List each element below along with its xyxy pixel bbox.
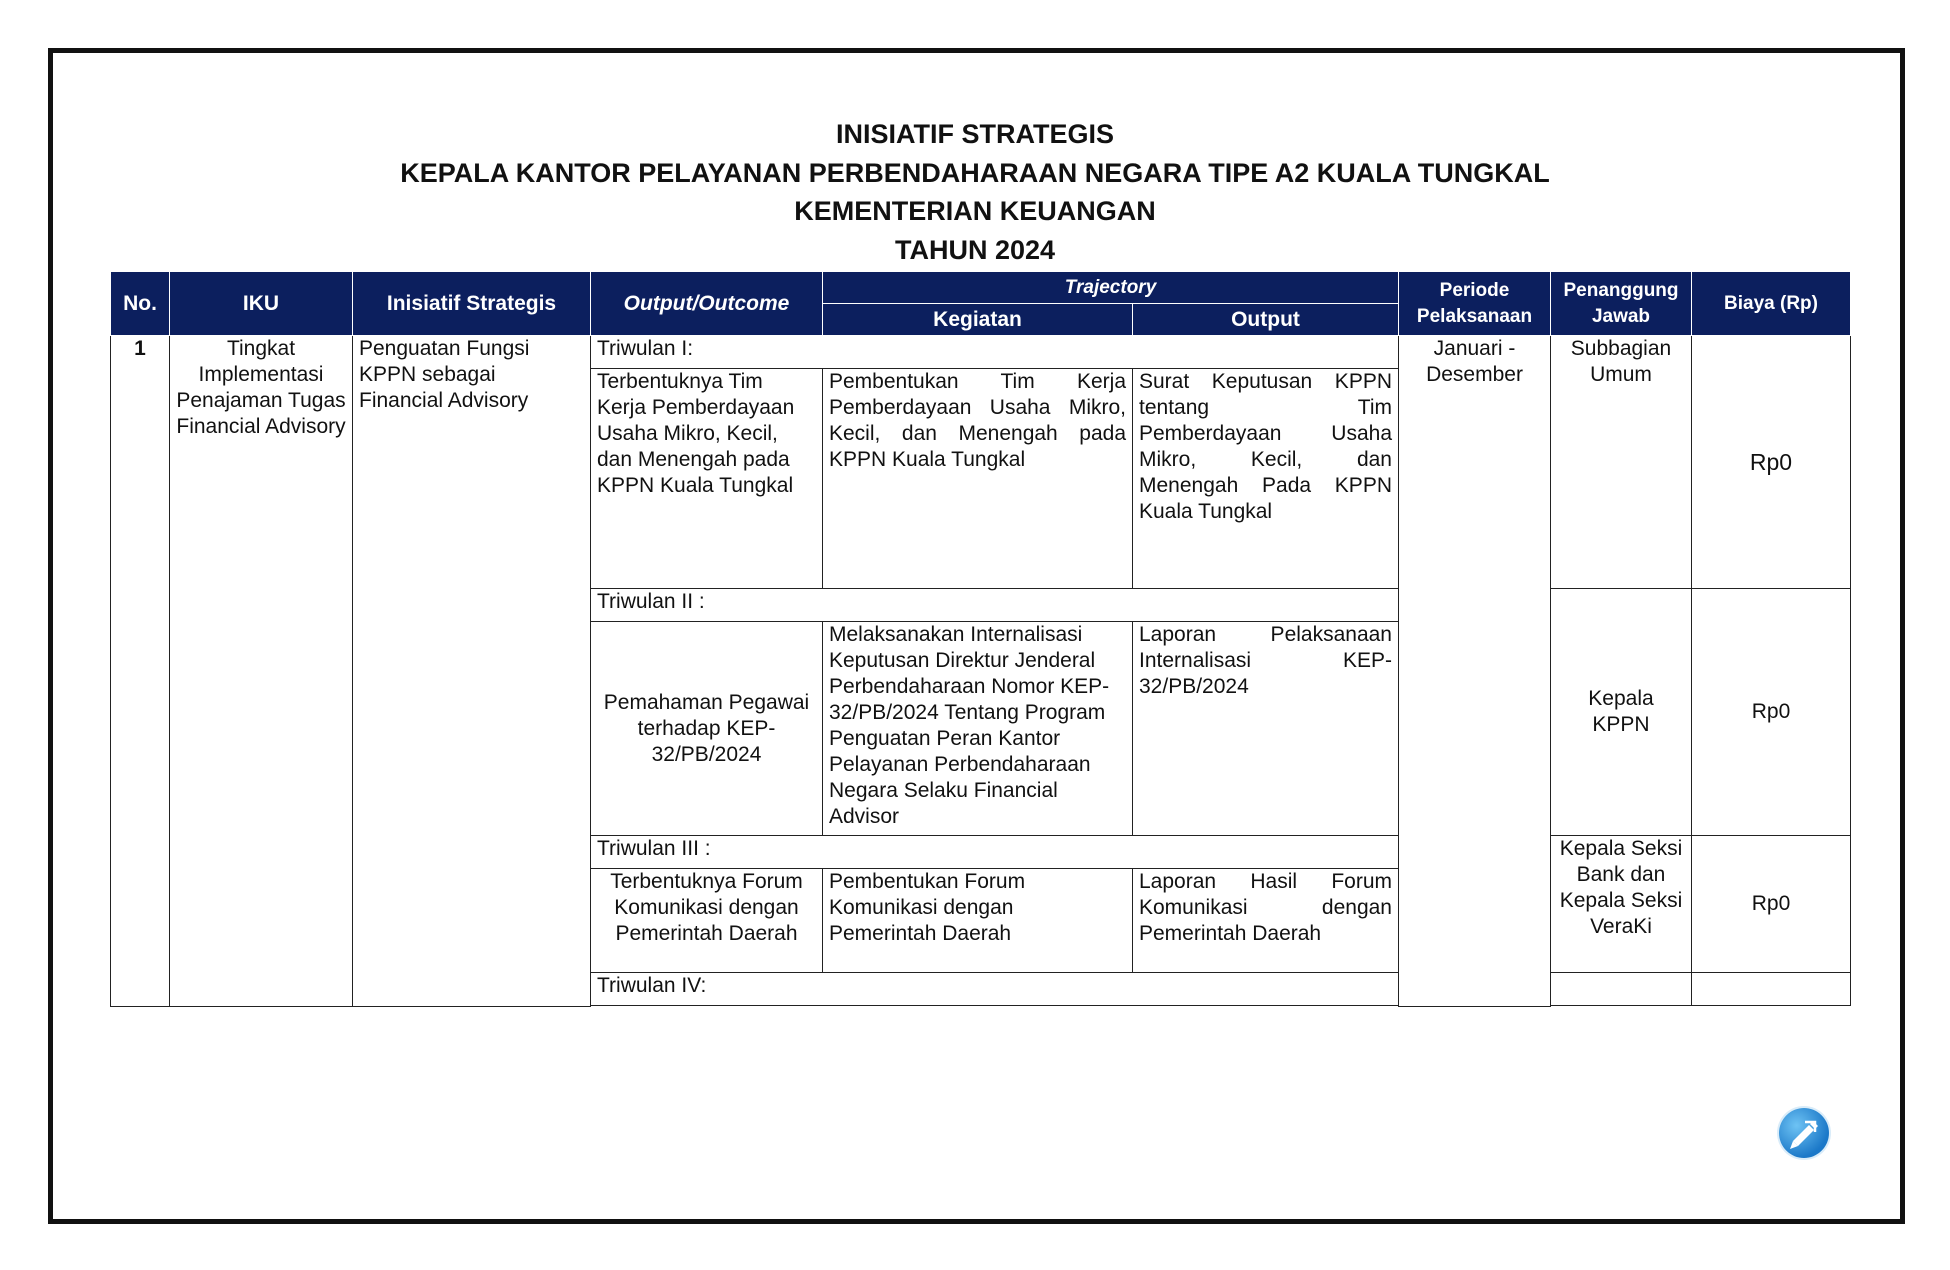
kegiatan-q2: Melaksanakan Internalisasi Keputusan Direktur Jenderal Perbendaharaan Nomor KEP-32/PB/2024 Tentang Program Penguatan Peran Kantor Pelayanan Perbendaharaan Negara Selaku Financial Advisor (823, 622, 1133, 836)
header-periode: Periode Pelaksanaan (1399, 272, 1551, 336)
row-number: 1 (111, 336, 170, 1007)
title-line-4: TAHUN 2024 (894, 234, 1056, 265)
quarter-1-label-row (111, 336, 1851, 369)
document-title (0, 115, 1950, 269)
biaya-q2: Rp0 (1692, 589, 1851, 836)
header-biaya: Biaya (Rp) (1692, 272, 1851, 336)
title-line-1: INISIATIF STRATEGIS (835, 119, 1114, 149)
biaya-q4 (1692, 973, 1851, 1006)
strategic-initiative-table (110, 271, 1851, 1007)
quarter-2-label: Triwulan II : (591, 589, 1399, 622)
quarter-4-label: Triwulan IV: (591, 973, 1399, 1006)
header-output-outcome: Output/Outcome (591, 272, 823, 336)
header-penanggung-jawab: Penanggung Jawab (1551, 272, 1692, 336)
iku-cell: Tingkat Implementasi Penajaman Tugas Financial Advisory (170, 336, 353, 1007)
output-q1: Surat Keputusan KPPN tentang Tim Pemberdayaan Usaha Mikro, Kecil, dan Menengah Pada KPPN Kuala Tungkal (1133, 369, 1399, 589)
title-line-2: KEPALA KANTOR PELAYANAN PERBENDAHARAAN NEGARA TIPE A2 KUALA TUNGKAL (400, 157, 1550, 188)
outcome-q2: Pemahaman Pegawai terhadap KEP-32/PB/2024 (591, 622, 823, 836)
header-trajectory: Trajectory (823, 272, 1399, 304)
inisiatif-cell: Penguatan Fungsi KPPN sebagai Financial Advisory (353, 336, 591, 1007)
penanggung-q2: Kepala KPPN (1551, 589, 1692, 836)
header-row-1 (111, 272, 1851, 304)
header-output: Output (1133, 304, 1399, 336)
header-kegiatan: Kegiatan (823, 304, 1133, 336)
biaya-q1: Rp0 (1692, 336, 1851, 589)
kegiatan-q3: Pembentukan Forum Komunikasi dengan Pemerintah Daerah (823, 869, 1133, 973)
periode-cell: Januari - Desember (1399, 336, 1551, 1007)
penanggung-q1: Subbagian Umum (1551, 336, 1692, 589)
pen-logo-icon (1779, 1108, 1829, 1158)
output-q2: Laporan Pelaksanaan Internalisasi KEP-32/PB/2024 (1133, 622, 1399, 836)
header-inisiatif: Inisiatif Strategis (353, 272, 591, 336)
kegiatan-q1: Pembentukan Tim Kerja Pemberdayaan Usaha Mikro, Kecil, dan Menengah pada KPPN Kuala Tungkal (823, 369, 1133, 589)
pen-logo-glyph (1779, 1108, 1829, 1158)
penanggung-q4 (1551, 973, 1692, 1006)
output-q3: Laporan Hasil Forum Komunikasi dengan Pemerintah Daerah (1133, 869, 1399, 973)
quarter-3-label: Triwulan III : (591, 836, 1399, 869)
biaya-q3: Rp0 (1692, 836, 1851, 973)
outcome-q3: Terbentuknya Forum Komunikasi dengan Pemerintah Daerah (591, 869, 823, 973)
spacer-cell (591, 1006, 1692, 1007)
penanggung-q3: Kepala Seksi Bank dan Kepala Seksi VeraKi (1551, 836, 1692, 973)
outcome-q1: Terbentuknya Tim Kerja Pemberdayaan Usaha Mikro, Kecil, dan Menengah pada KPPN Kuala Tungkal (591, 369, 823, 589)
title-line-3: KEMENTERIAN KEUANGAN (794, 196, 1156, 226)
header-iku: IKU (170, 272, 353, 336)
header-no: No. (111, 272, 170, 336)
quarter-1-label: Triwulan I: (591, 336, 1399, 369)
